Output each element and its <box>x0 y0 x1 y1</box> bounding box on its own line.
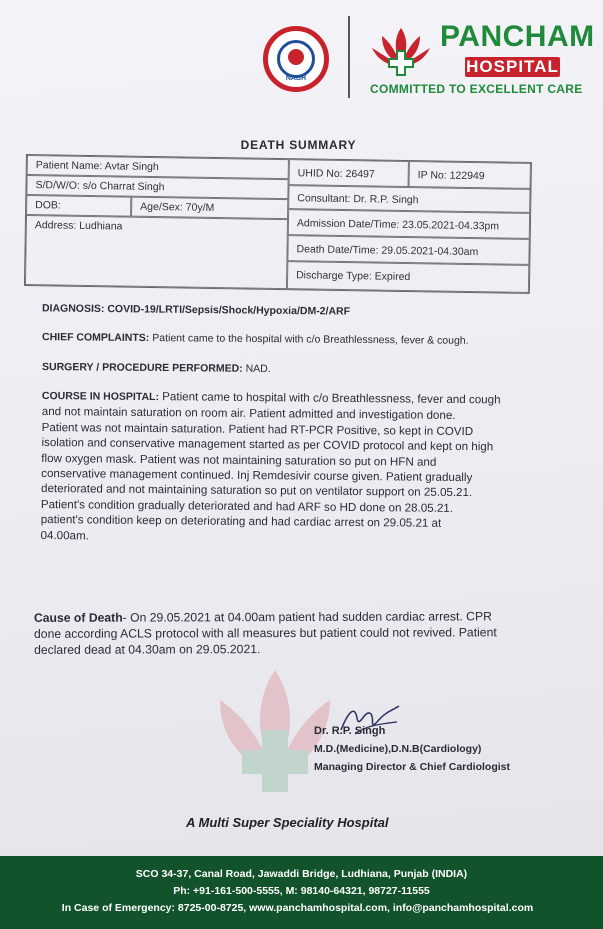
nabh-logo-text: NABH <box>285 75 307 82</box>
cause-line-2: done according ACLS protocol with all measures but patient could not revived. Patient <box>33 625 497 641</box>
footer-address: SCO 34-37, Canal Road, Jawaddi Bridge, Ludhiana, Punjab (INDIA) <box>135 868 468 880</box>
cause-label: Cause of Death <box>33 610 123 625</box>
document-title-text: DEATH SUMMARY <box>240 138 357 152</box>
patient-info-table <box>24 154 532 294</box>
diagnosis-value: COVID-19/LRTI/Sepsis/Shock/Hypoxia/DM-2/ARF <box>107 303 351 318</box>
course-in-hospital <box>41 388 552 548</box>
age-sex-cell: Age/Sex: 70y/M <box>131 197 288 219</box>
diagnosis-line <box>42 302 350 317</box>
surgery-line <box>42 361 271 375</box>
cause-line-text: - On 29.05.2021 at 04.00am patient had sudden cardiac arrest. CPR <box>122 609 492 625</box>
cause-line-1 <box>34 608 554 626</box>
brand-tagline: COMMITTED TO EXCELLENT CARE <box>370 82 583 96</box>
diagnosis-label: DIAGNOSIS: <box>41 302 105 316</box>
uhid-cell: UHID No: 26497 <box>289 159 409 187</box>
brand-name: PANCHAM <box>440 20 595 53</box>
course-line-5: flow oxygen mask. Patient was not maintaining saturation so put on HFN and <box>41 451 437 469</box>
header-divider <box>348 16 350 98</box>
footer-emergency: In Case of Emergency: 8725-00-8725, www.panchamhospital.com, info@panchamhospital.com <box>61 902 534 914</box>
death-datetime-cell: Death Date/Time: 29.05.2021-04.30am <box>287 235 529 265</box>
course-line-3: Patient was not maintain saturation. Patient had RT-PCR Positive, so kept in COVID <box>41 420 474 438</box>
course-line-9: patient's condition keep on deteriorating and had cardiac arrest on 29.05.21 at <box>40 513 442 531</box>
address-cell: Address: Ludhiana <box>25 215 288 289</box>
course-line-6: conservative management continued. Inj Remdesivir course given. Patient gradually <box>41 467 473 485</box>
course-label: COURSE IN HOSPITAL: <box>41 389 160 404</box>
document-title <box>0 138 603 152</box>
admission-datetime-cell: Admission Date/Time: 23.05.2021-04.33pm <box>288 209 530 239</box>
nabh-accreditation-logo <box>263 26 329 92</box>
cause-of-death <box>34 608 554 658</box>
nabh-emblem-core <box>288 49 304 65</box>
cause-line-3: declared dead at 04.30am on 29.05.2021. <box>34 642 261 657</box>
signatory-name: Dr. R.P. Singh <box>314 725 386 737</box>
brand-hospital-badge: HOSPITAL <box>466 57 559 76</box>
lotus-cross-logo-icon <box>370 24 432 78</box>
patient-name-cell: Patient Name: Avtar Singh <box>27 155 289 179</box>
discharge-type-cell: Discharge Type: Expired <box>287 261 529 293</box>
course-line-8: Patient's condition gradually deteriorated and had ARF so HD done on 28.05.21. <box>40 497 454 515</box>
consultant-cell: Consultant: Dr. R.P. Singh <box>288 185 530 213</box>
course-line-7: deteriorated and not maintaining saturation so put on ventilator support on 25.05.21. <box>40 482 473 500</box>
ip-number-cell: IP No: 122949 <box>409 161 531 189</box>
footer-phone: Ph: +91-161-500-5555, M: 98140-64321, 98727-11555 <box>173 885 430 897</box>
course-line-4: isolation and conservative management started as per COVID protocol and kept on high <box>41 436 494 454</box>
relation-cell: S/D/W/O: s/o Charrat Singh <box>26 175 288 199</box>
complaints-label: CHIEF COMPLAINTS: <box>41 331 150 345</box>
course-line-2: and not maintain saturation on room air. Patient admitted and investigation done. <box>41 405 456 423</box>
hospital-slogan: A Multi Super Speciality Hospital <box>186 815 389 830</box>
surgery-value: NAD. <box>245 362 271 375</box>
nabh-emblem-ring <box>277 40 315 78</box>
course-line-text: Patient came to hospital with c/o Breathlessness, fever and cough <box>162 390 501 407</box>
signatory-role: Managing Director & Chief Cardiologist <box>314 761 511 773</box>
complaints-value: Patient came to the hospital with c/o Breathlessness, fever & cough. <box>152 332 469 347</box>
dob-cell: DOB: <box>26 195 131 217</box>
chief-complaints-line <box>42 331 469 347</box>
course-line-10: 04.00am. <box>40 528 89 543</box>
surgery-label: SURGERY / PROCEDURE PERFORMED: <box>41 361 243 375</box>
signatory-degree: M.D.(Medicine),D.N.B(Cardiology) <box>314 743 482 755</box>
footer-bar <box>0 856 603 929</box>
